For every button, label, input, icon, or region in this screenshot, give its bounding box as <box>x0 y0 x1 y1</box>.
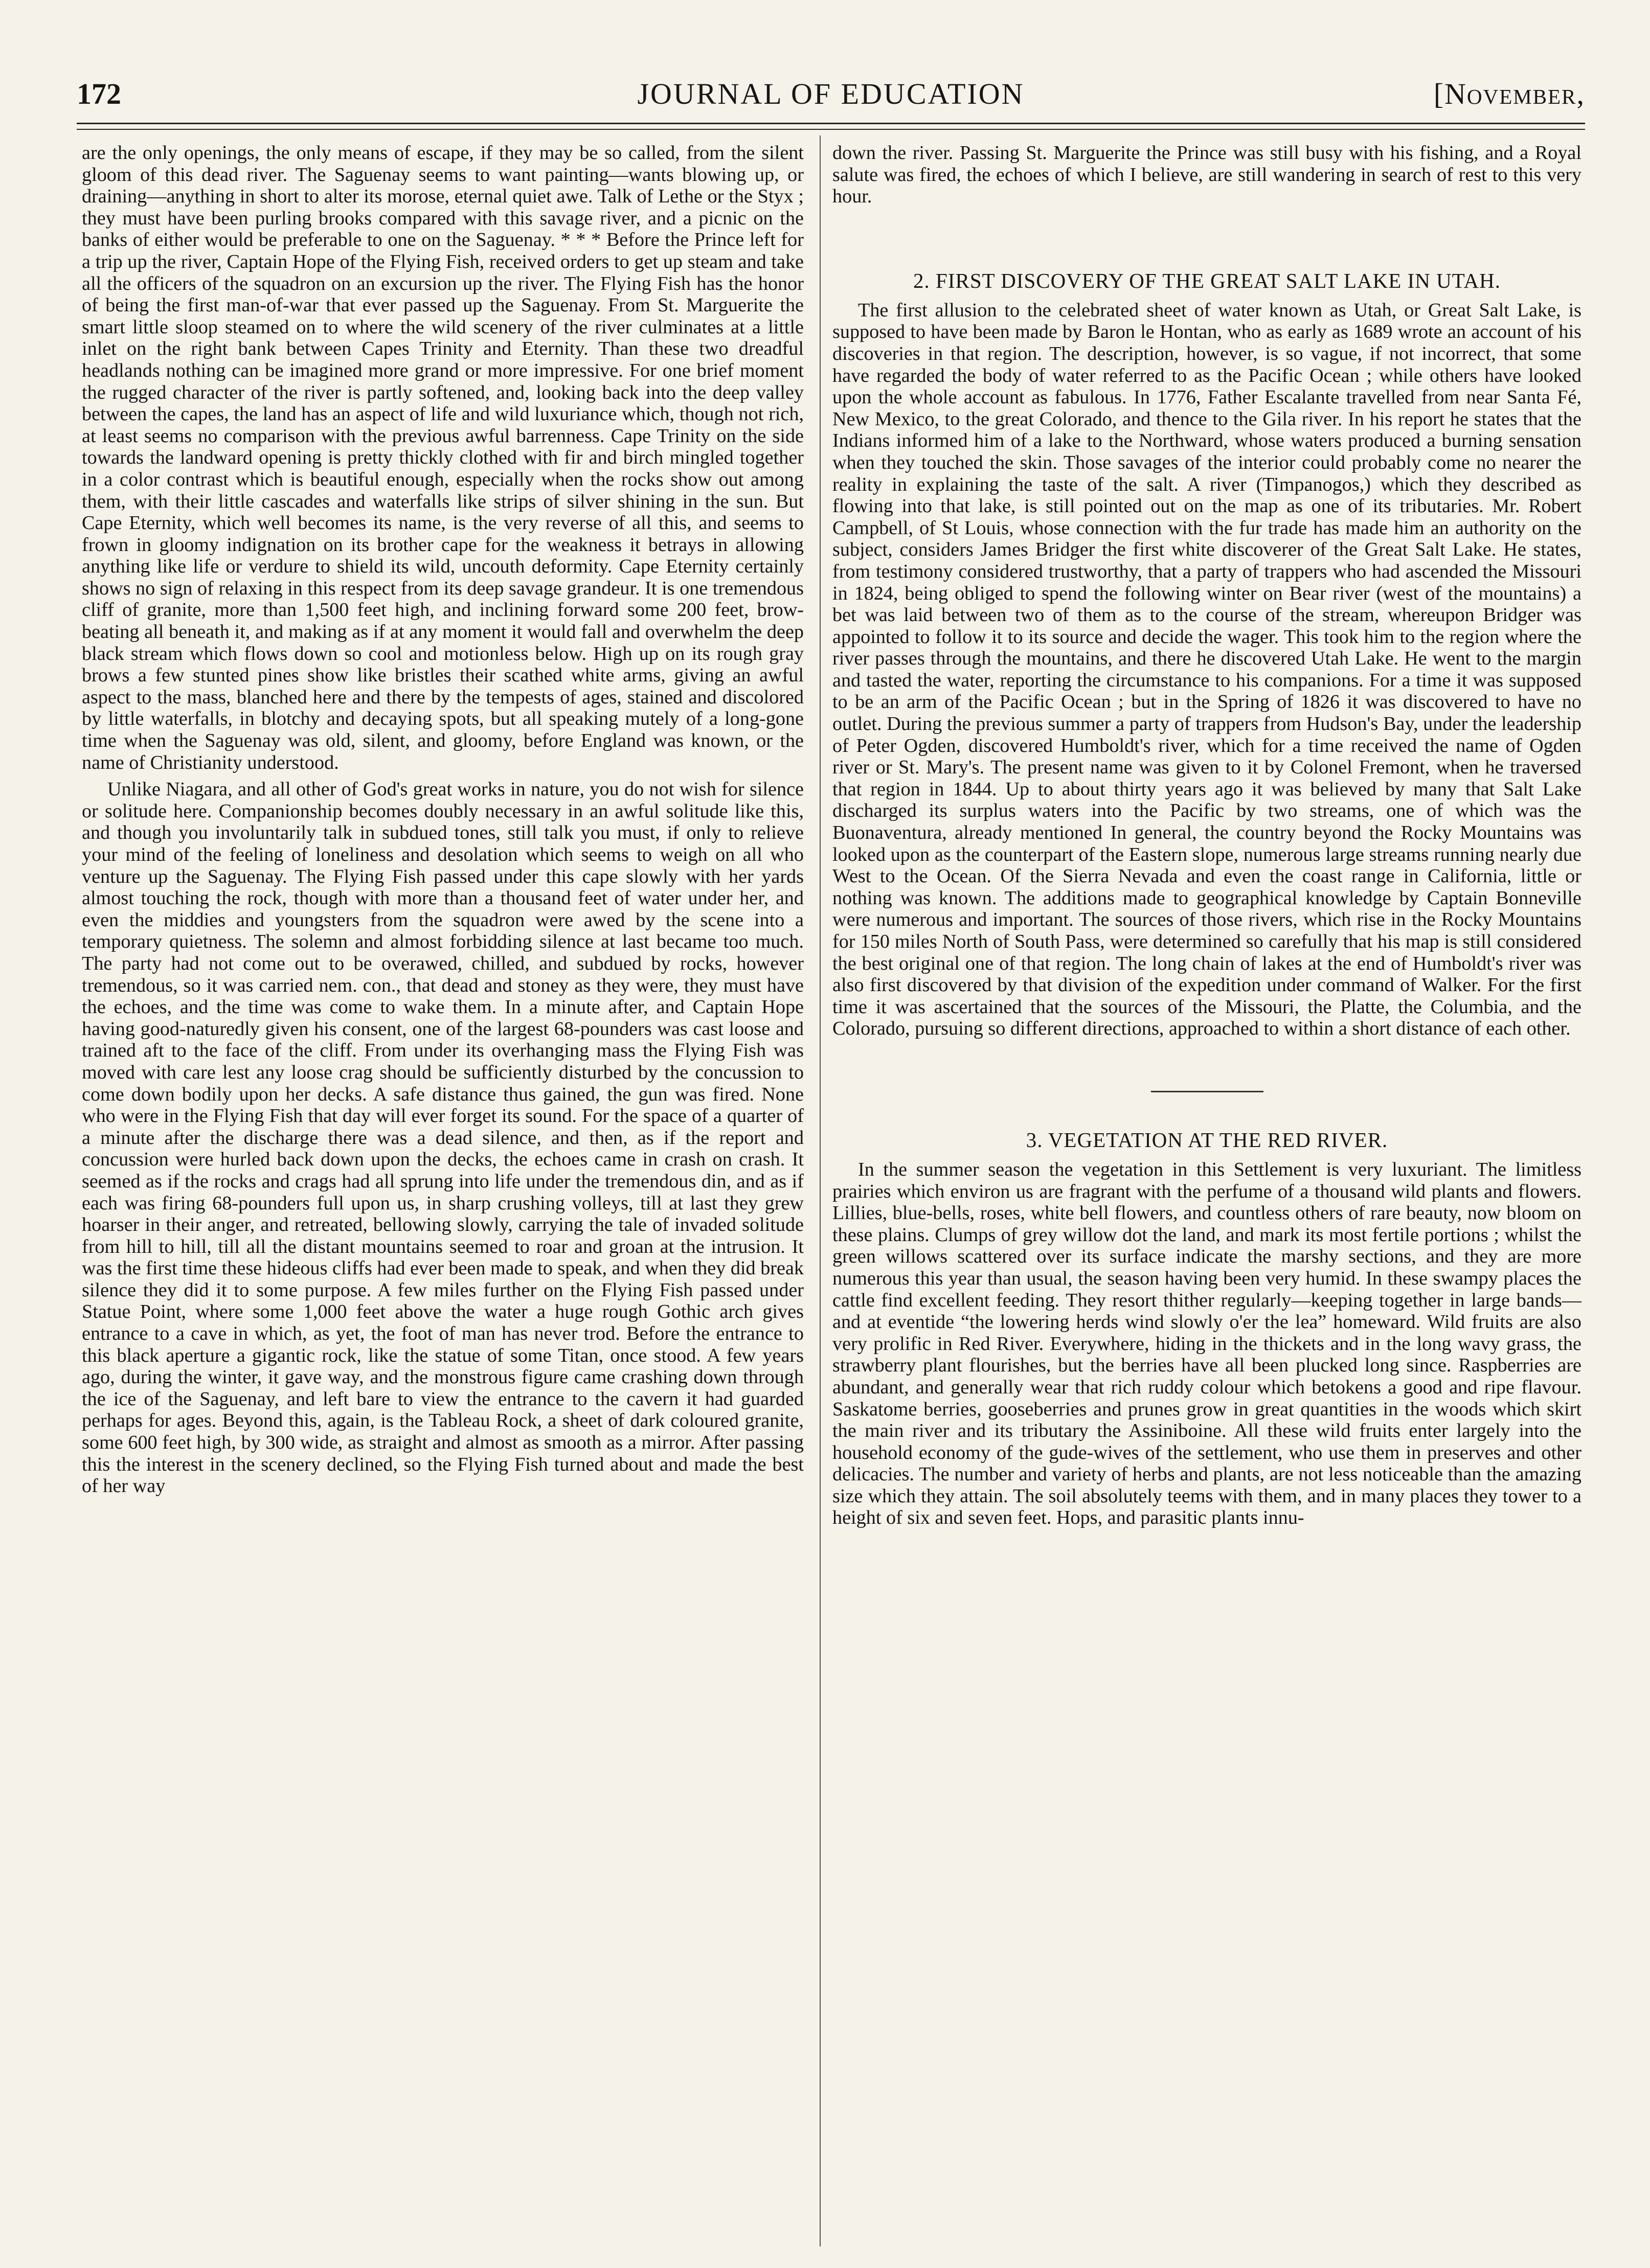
header-rule-top <box>77 123 1585 124</box>
column-divider <box>820 135 821 2247</box>
saguenay-paragraph-2: Unlike Niagara, and all other of God's great works in nature, you do not wish for silence or solitude here. Companionship becomes doubly necessary in an awful solitude like this, and though you involuntarily talk in subdued tones, still talk you must, if only to relieve your mind of the feeling of loneliness and desolation which seems to weigh on all who venture up the Saguenay. The Flying Fish passed under this cape slowly with her yards almost touching the rock, though with more than a thousand feet of water under her, and even the middies and youngsters from the squadron were awed by the scene into a temporary quietness. The solemn and almost forbidding silence at last became too much. The party had not come out to be overawed, chilled, and subdued by rocks, however tremendous, so it was carried nem. con., that dead and stoney as they were, they must have the echoes, and the time was come to wake them. In a minute after, and Captain Hope having good-naturedly given his consent, one of the largest 68-pounders was cast loose and trained aft to the face of the cliff. From under its overhanging mass the Flying Fish was moved with care lest any loose crag should be sufficiently disturbed by the concussion to come down bodily upon her decks. A safe distance thus gained, the gun was fired. None who were in the Flying Fish that day will ever forget its sound. For the space of a quarter of a minute after the discharge there was a dead silence, and then, as if the report and concussion were hurled back down upon the decks, the echoes came in crash on crash. It seemed as if the rocks and crags had all sprung into life under the tremendous din, and as if each was firing 68-pounders full upon us, in sharp crushing volleys, till at last they grew hoarser in their anger, and retreated, bellowing slowly, carrying the tale of invaded solitude from hill to hill, till all the distant mountains seemed to roar and groan at the intrusion. It was the first time these hideous cliffs had ever been made to speak, and when they did break silence they did it to some purpose. A few miles further on the Flying Fish passed under Statue Point, where some 1,000 feet above the water a huge rough Gothic arch gives entrance to a cave in which, as yet, the foot of man has never trod. Before the entrance to this black aperture a gigantic rock, like the statue of some Titan, once stood. A few years ago, during the winter, it gave way, and the monstrous figure came crashing down through the ice of the Saguenay, and left bare to view the entrance to the cavern it had guarded perhaps for ages. Beyond this, again, is the Tableau Rock, a sheet of dark coloured granite, some 600 feet high, by 300 wide, as straight and almost as smooth as a mirror. After passing this the interest in the scenery declined, so the Flying Fish turned about and made the best of her way <box>82 778 804 1497</box>
issue-month: [November, <box>1433 77 1585 110</box>
right-column <box>832 142 1581 1529</box>
section-heading-salt-lake: 2. FIRST DISCOVERY OF THE GREAT SALT LAKE IN UTAH. <box>913 268 1501 292</box>
saguenay-paragraph-1: are the only openings, the only means of escape, if they may be so called, from the silent gloom of this dead river. The Saguenay seems to want painting—wants blowing up, or draining—anything in short to alter its morose, eternal quiet awe. Talk of Lethe or the Styx ; they must have been purling brooks compared with this savage river, and a picnic on the banks of either would be preferable to one on the Saguenay. * * * Before the Prince left for a trip up the river, Captain Hope of the Flying Fish, received orders to get up steam and take all the officers of the squadron on an excursion up the river. The Flying Fish has the honor of being the first man-of-war that ever passed up the Saguenay. From St. Marguerite the smart little sloop steamed on to where the wild scenery of the river culminates at a little inlet on the right bank between Capes Trinity and Eternity. Than these two dreadful headlands nothing can be imagined more grand or more impressive. For one brief moment the rugged character of the river is partly softened, and, looking back into the deep valley between the capes, the land has an aspect of life and wild luxuriance which, though not rich, at least seems no comparison with the previous awful barrenness. Cape Trinity on the side towards the landward opening is pretty thickly clothed with fir and birch mingled together in a color contrast which is beautiful enough, especially when the rocks show out among them, with their little cascades and waterfalls like strips of silver shining in the sun. But Cape Eternity, which well becomes its name, is the very reverse of all this, and seems to frown in gloomy indignation on its brother cape for the weakness it betrays in allowing anything like life or verdure to shield its wild, uncouth deformity. Cape Eternity certainly shows no sign of relaxing in this respect from its deep savage grandeur. It is one tremendous cliff of granite, more than 1,500 feet high, and inclining forward some 200 feet, brow-beating all beneath it, and making as if at any moment it would fall and overwhelm the deep black stream which flows down so cool and motionless below. High up on its rough gray brows a few stunted pines show like bristles their scathed white arms, giving an awful aspect to the mass, blanched here and there by the tempests of ages, stained and discolored by little waterfalls, in blotchy and decaying spots, but all speaking mutely of a long-gone time when the Saguenay was old, silent, and gloomy, before England was known, or the name of Christianity understood. <box>82 142 804 773</box>
red-river-article: In the summer season the vegetation in this Settlement is very luxuriant. The limitless prairies which environ us are fragrant with the perfume of a thousand wild plants and flowers. Lillies, blue-bells, roses, white bell flowers, and countless others of rare beauty, now bloom on these plains. Clumps of grey willow dot the land, and mark its most fertile portions ; whilst the green willows scattered over its surface indicate the marshy sections, and they are more numerous this year than usual, the season having been very humid. In these swampy places the cattle find excellent feeding. They resort thither regularly—keeping together in large bands—and at eventide “the lowering herds wind slowly o'er the lea” homeward. Wild fruits are also very prolific in Red River. Everywhere, hiding in the thickets and in the long wavy grass, the strawberry plant flourishes, but the berries have all been plucked long since. Raspberries are abundant, and generally wear that rich ruddy colour which betokens a good and ripe flavour. Saskatome berries, gooseberries and prunes grow in great quantities in the woods which skirt the main river and its tributary the Assiniboine. All these wild fruits enter largely into the household economy of the gude-wives of the settlement, who use them in preserves and other delicacies. The number and variety of herbs and plants, are not less noticeable than the amazing size which they attain. The soil absolutely teems with them, and in many places they tower to a height of six and seven feet. Hops, and parasitic plants innu- <box>832 1158 1581 1529</box>
header-rule-bottom <box>77 129 1585 130</box>
section-divider <box>1151 1091 1263 1092</box>
saguenay-continuation: down the river. Passing St. Marguerite the Prince was still busy with his fishing, and a Royal salute was fired, the echoes of which I believe, are still wandering in search of rest to this very hour. <box>832 142 1581 208</box>
salt-lake-article: The first allusion to the celebrated sheet of water known as Utah, or Great Salt Lake, is supposed to have been made by Baron le Hontan, who as early as 1689 wrote an account of his discoveries in that region. The description, however, is so vague, if not incorrect, that some have regarded the body of water referred to as the Pacific Ocean ; while others have looked upon the whole account as fabulous. In 1776, Father Escalante travelled from near Santa Fé, New Mexico, to the great Colorado, and thence to the Gila river. In his report he states that the Indians informed him of a lake to the Northward, whose waters produced a burning sensation when they touched the skin. Those savages of the interior could probably come no nearer the reality in explaining the taste of the salt. A river (Timpanogos,) which they described as flowing into that lake, is still pointed out on the map as one of its tributaries. Mr. Robert Campbell, of St Louis, whose connection with the fur trade has made him an authority on the subject, considers James Bridger the first white discoverer of the Great Salt Lake. He states, from testimony considered trustworthy, that a party of trappers who had ascended the Missouri in 1824, being obliged to spend the following winter on Bear river (west of the mountains) a bet was laid between two of them as to the course of the stream, whereupon Bridger was appointed to follow it to its source and decide the wager. This took him to the region where the river passes through the mountains, and there he discovered Utah Lake. He went to the margin and tasted the water, reporting the circumstance to his companions. For a time it was supposed to be an arm of the Pacific Ocean ; but in the Spring of 1826 it was discovered to have no outlet. During the previous summer a party of trappers from Hudson's Bay, under the leadership of Peter Ogden, discovered Humboldt's river, which for a time received the name of Ogden river or St. Mary's. The present name was given to it by Colonel Fremont, when he traversed that region in 1844. Up to about thirty years ago it was believed by many that Salt Lake discharged its surplus waters into the Pacific by two streams, one of which was the Buonaventura, already mentioned In general, the country beyond the Rocky Mountains was looked upon as the counterpart of the Eastern slope, numerous large streams running nearly due West to the Ocean. Of the Sierra Nevada and even the coast range in California, little or nothing was known. The additions made to geographical knowledge by Captain Bonneville were numerous and important. The sources of those rivers, which rise in the Rocky Mountains for 150 miles North of South Pass, were determined so carefully that his map is still considered the best original one of that region. The long chain of lakes at the end of Humboldt's river was also first discovered by that division of the expedition under command of Walker. For the first time it was ascertained that the sources of the Missouri, the Platte, the Columbia, and the Colorado, pursuing so different directions, approached to within a short distance of each other. <box>832 299 1581 1040</box>
left-column <box>82 142 804 1497</box>
journal-title: JOURNAL OF EDUCATION <box>637 77 1025 110</box>
section-heading-red-river: 3. VEGETATION AT THE RED RIVER. <box>1026 1128 1388 1152</box>
page-header <box>77 77 1585 123</box>
page-number: 172 <box>77 77 121 110</box>
